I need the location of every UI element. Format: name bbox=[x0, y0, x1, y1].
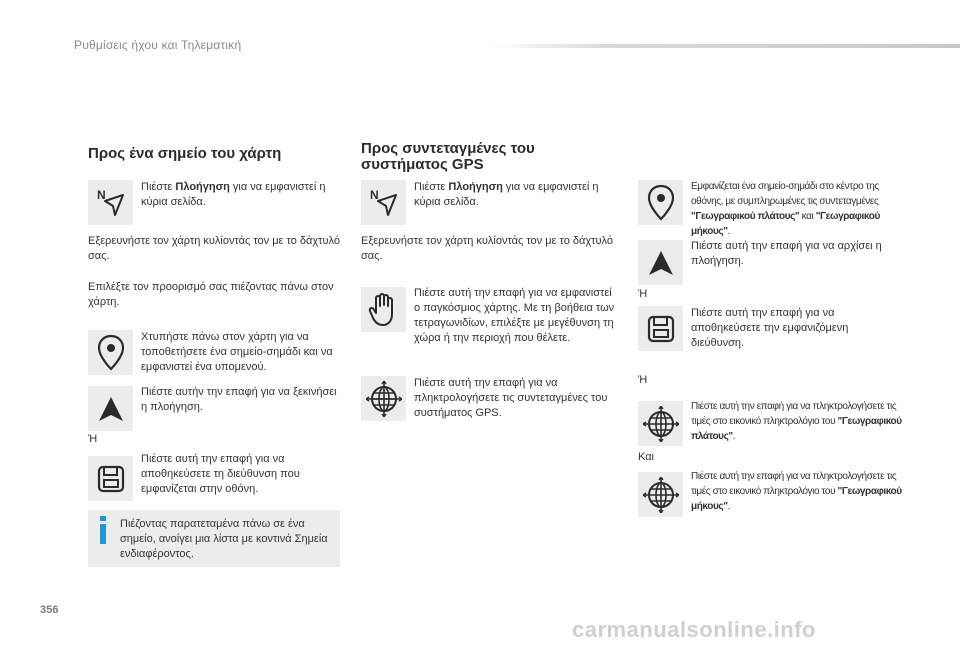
middle-para1: Εξερευνήστε τον χάρτη κυλίοντάς τον με το δάχτυλό σας. bbox=[361, 235, 613, 262]
globe-grid-icon bbox=[638, 472, 683, 517]
svg-text:N: N bbox=[96, 187, 106, 202]
navigation-arrow-icon bbox=[88, 180, 133, 225]
right-step5-text: Πιέστε αυτή την επαφή για να πληκτρολογήσετε τις τιμές στο εικονικό πληκτρολόγιο του "Γεωγραφικού μήκους". bbox=[691, 471, 902, 512]
page-number: 356 bbox=[40, 604, 59, 616]
watermark: carmanualsonline.info bbox=[572, 617, 816, 642]
and-label: Και bbox=[638, 451, 655, 463]
svg-text:N: N bbox=[369, 187, 379, 202]
info-icon bbox=[99, 516, 107, 544]
left-step4-text: Πιέστε αυτή την επαφή για να αποθηκεύσετε τη διεύθυνση που εμφανίζεται στην οθόνη. bbox=[141, 453, 300, 495]
save-disk-icon bbox=[638, 306, 683, 351]
save-disk-icon bbox=[88, 456, 133, 501]
right-step1-text: Εμφανίζεται ένα σημείο-σημάδι στο κέντρο της οθόνης, με συμπληρωμένες τις συντεταγμένες "Γεωγραφικού πλάτους" και "Γεωγραφικού μήκους". bbox=[691, 181, 880, 237]
left-para2: Επιλέξτε τον προορισμό σας πιέζοντας πάνω στον χάρτη. bbox=[88, 281, 334, 308]
right-step3-text: Πιέστε αυτή την επαφή για να αποθηκεύσετε την εμφανιζόμενη διεύθυνση. bbox=[691, 307, 849, 349]
left-section-title: Προς ένα σημείο του χάρτη bbox=[88, 145, 282, 162]
globe-grid-icon bbox=[361, 376, 406, 421]
map-pin-icon bbox=[88, 330, 133, 375]
middle-step2-text: Πιέστε αυτή την επαφή για να εμφανιστεί ο παγκόσμιος χάρτης. Με τη βοήθεια των τετραγωνιδίων, επιλέξτε με μεγέθυνση τη χώρα ή την περιοχή που θέλετε. bbox=[414, 287, 615, 344]
or-label: Ή bbox=[88, 433, 98, 445]
right-step4-text: Πιέστε αυτή την επαφή για να πληκτρολογήσετε τις τιμές στο εικονικό πληκτρολόγιο του "Γεωγραφικού πλάτους". bbox=[691, 401, 902, 442]
left-step2-text: Χτυπήστε πάνω στον χάρτη για να τοποθετήσετε ένα σημείο-σημάδι και να εμφανιστεί ένα υπομενού. bbox=[141, 331, 333, 373]
start-navigation-icon bbox=[88, 386, 133, 431]
middle-title-line2: συστήματος GPS bbox=[361, 156, 484, 173]
header-divider bbox=[490, 44, 960, 48]
globe-grid-icon bbox=[638, 401, 683, 446]
left-para1: Εξερευνήστε τον χάρτη κυλίοντάς τον με το δάχτυλό σας. bbox=[88, 235, 340, 262]
or-label: Ή bbox=[638, 374, 648, 386]
left-step1-text: Πιέστε Πλοήγηση για να εμφανιστεί η κύρια σελίδα. bbox=[141, 181, 326, 208]
start-navigation-icon bbox=[638, 240, 683, 285]
navigation-arrow-icon bbox=[361, 180, 406, 225]
middle-step1-text: Πιέστε Πλοήγηση για να εμφανιστεί η κύρια σελίδα. bbox=[414, 181, 599, 208]
right-step2-text: Πιέστε αυτή την επαφή για να αρχίσει η πλοήγηση. bbox=[691, 240, 882, 267]
middle-section-title bbox=[361, 141, 535, 173]
map-pin-icon bbox=[638, 180, 683, 225]
section-header: Ρυθμίσεις ήχου και Τηλεματική bbox=[74, 38, 242, 52]
middle-title-line1: Προς συντεταγμένες του bbox=[361, 140, 535, 157]
left-step3-text: Πιέστε αυτήν την επαφή για να ξεκινήσει η πλοήγηση. bbox=[141, 386, 337, 413]
world-map-hand-icon bbox=[361, 287, 406, 332]
or-label: Ή bbox=[638, 288, 648, 300]
middle-step3-text: Πιέστε αυτή την επαφή για να πληκτρολογήσετε τις συντεταγμένες του συστήματος GPS. bbox=[414, 377, 608, 419]
info-text: Πιέζοντας παρατεταμένα πάνω σε ένα σημείο, ανοίγει μια λίστα με κοντινά Σημεία ενδιαφέροντος. bbox=[120, 518, 328, 560]
